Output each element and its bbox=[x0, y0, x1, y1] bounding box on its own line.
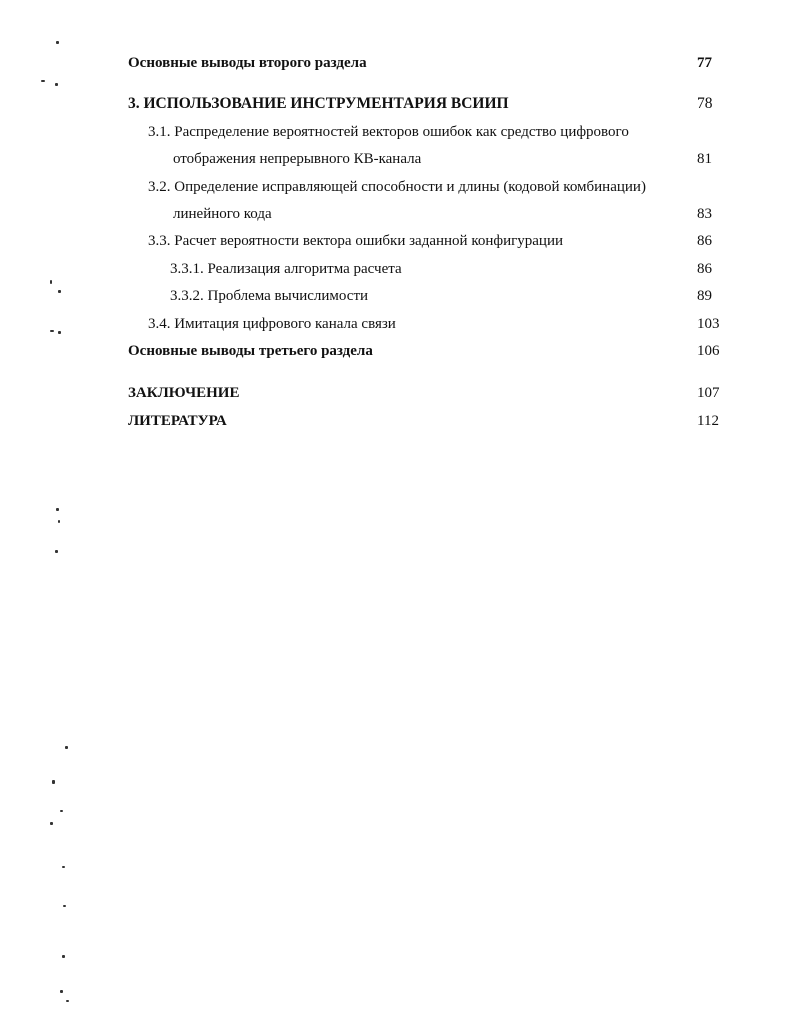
toc-entry-3-3[interactable] bbox=[0, 229, 795, 253]
toc-entry-3-2-line1[interactable] bbox=[0, 175, 795, 199]
toc-entry-page: 77 bbox=[697, 55, 712, 71]
toc-entry-3-3-1[interactable] bbox=[0, 257, 795, 281]
toc-entry-page: 86 bbox=[697, 261, 712, 277]
toc-entry-title: 3.1. Распределение вероятностей векторов ошибок как средство цифрового bbox=[148, 124, 629, 140]
toc-entry-title: Основные выводы второго раздела bbox=[128, 55, 367, 71]
toc-entry-title: 3. ИСПОЛЬЗОВАНИЕ ИНСТРУМЕНТАРИЯ ВСИИП bbox=[128, 95, 509, 112]
toc-entry-summary-section-3[interactable] bbox=[0, 339, 795, 363]
toc-entry-3-2-line2[interactable] bbox=[0, 202, 795, 226]
toc-entry-3-4[interactable] bbox=[0, 312, 795, 336]
toc-entry-page: 83 bbox=[697, 206, 712, 222]
toc-entry-title: 3.2. Определение исправляющей способности и длины (кодовой комбинации) bbox=[148, 179, 646, 195]
toc-entry-chapter-3[interactable] bbox=[0, 92, 795, 116]
toc-entry-page: 86 bbox=[697, 233, 712, 249]
toc-entry-page: 103 bbox=[697, 316, 720, 332]
toc-entry-page: 106 bbox=[697, 343, 720, 359]
toc-entry-page: 112 bbox=[697, 413, 719, 429]
toc-entry-title: 3.3.2. Проблема вычислимости bbox=[170, 288, 369, 304]
toc-entry-title: отображения непрерывного КВ-канала bbox=[173, 151, 422, 167]
toc-entry-title: 3.3. Расчет вероятности вектора ошибки заданной конфигурации bbox=[148, 233, 564, 249]
toc-entry-summary-section-2[interactable] bbox=[0, 51, 795, 75]
toc-entry-3-1-line2[interactable] bbox=[0, 147, 795, 171]
toc-entry-references[interactable] bbox=[0, 409, 795, 433]
toc-entry-3-3-2[interactable] bbox=[0, 284, 795, 308]
toc-entry-page: 81 bbox=[697, 151, 712, 167]
toc-entry-title: 3.4. Имитация цифрового канала связи bbox=[148, 316, 396, 332]
toc-entry-page: 107 bbox=[697, 385, 720, 401]
toc-entry-title: линейного кода bbox=[173, 206, 272, 222]
toc-entry-title: 3.3.1. Реализация алгоритма расчета bbox=[170, 261, 402, 277]
toc-entry-conclusion[interactable] bbox=[0, 381, 795, 405]
toc-entry-page: 89 bbox=[697, 288, 712, 304]
toc-entry-page: 78 bbox=[697, 95, 713, 112]
toc-entry-title: Основные выводы третьего раздела bbox=[128, 343, 373, 359]
toc-entry-title: ЛИТЕРАТУРА bbox=[128, 413, 227, 429]
toc-entry-3-1-line1[interactable] bbox=[0, 120, 795, 144]
toc-entry-title: ЗАКЛЮЧЕНИЕ bbox=[128, 385, 240, 401]
